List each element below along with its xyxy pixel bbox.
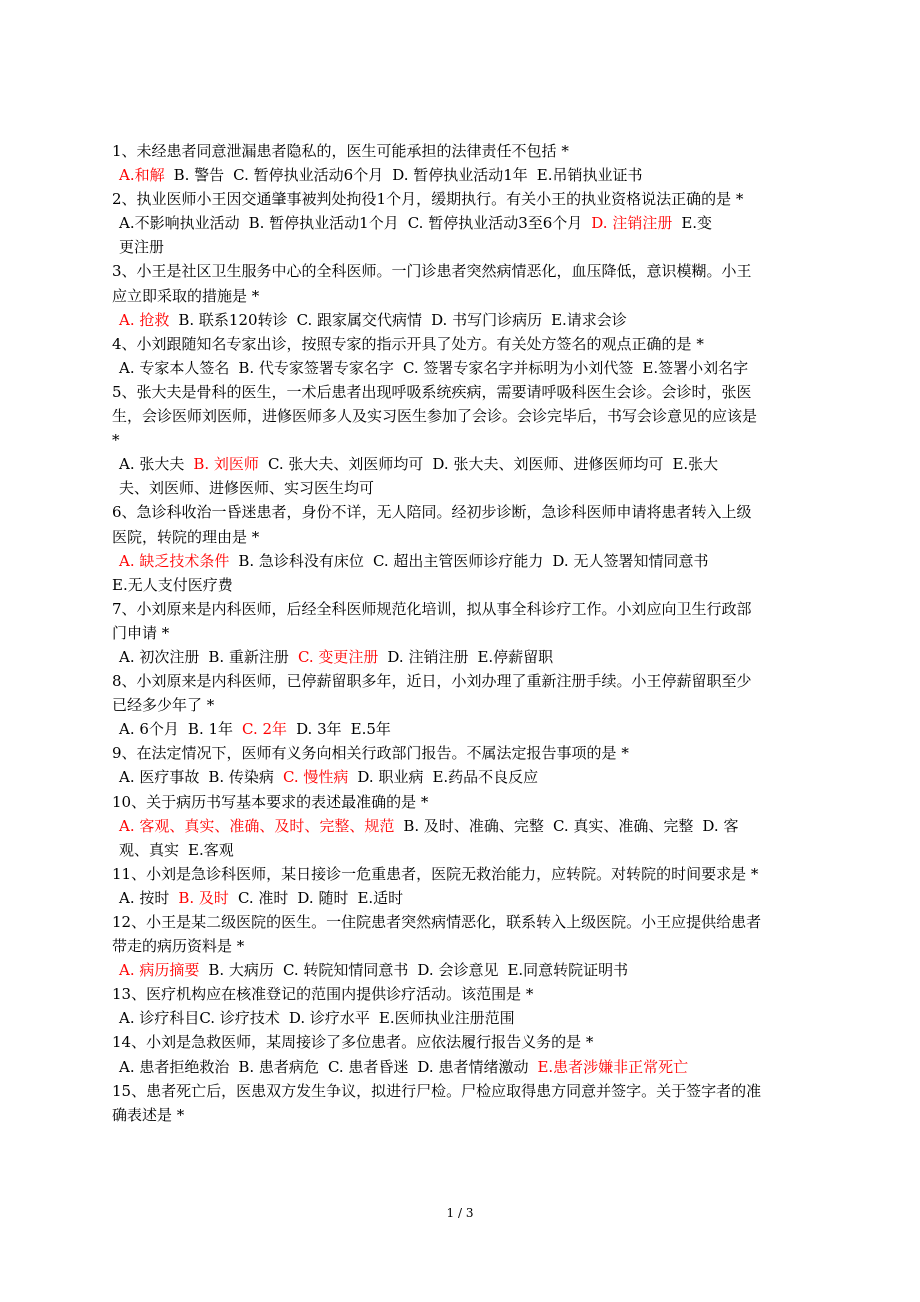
- answer-option: C. 真实、准确、完整: [552, 816, 694, 835]
- correct-answer-option: C. 2年: [242, 720, 288, 739]
- answer-option: D. 书写门诊病历: [431, 310, 543, 329]
- question-text-line: 10、关于病历书写基本要求的表述最准确的是 *: [112, 792, 429, 811]
- correct-answer-option: C. 变更注册: [297, 647, 379, 666]
- answer-option: C. 超出主管医师诊疗能力: [372, 551, 544, 570]
- answer-option: C. 暂停执业活动6个月: [233, 166, 384, 185]
- answer-option: B. 暂停执业活动1个月: [248, 214, 399, 233]
- answer-options: [112, 645, 812, 669]
- correct-answer-option: A. 病历摘要: [119, 961, 200, 980]
- question-list: [112, 139, 812, 1127]
- answer-option: D. 无人签署知情同意书: [552, 551, 709, 570]
- answer-option: E.客观: [188, 840, 234, 859]
- answer-option: C. 转院知情同意书: [282, 961, 409, 980]
- answer-option: E.吊销执业证书: [536, 166, 643, 185]
- answer-options: [112, 452, 812, 476]
- answer-option: E.同意转院证明书: [507, 961, 629, 980]
- correct-answer-option: B. 及时: [178, 888, 229, 907]
- answer-option: 夫、刘医师、进修医师、实习医生均可: [119, 479, 375, 498]
- answer-options: [112, 814, 812, 838]
- answer-option: D. 暂停执业活动1年: [392, 166, 528, 185]
- question-3: [112, 259, 812, 331]
- answer-option: C. 准时: [237, 888, 289, 907]
- question-text-line: 12、小王是某二级医院的医生。一住院患者突然病情恶化，联系转入上级医院。小王应提供给患者: [112, 913, 762, 931]
- question-text-line: 7、小刘原来是内科医师，后经全科医师规范化培训，拟从事全科诊疗工作。小刘应向卫生行政部: [112, 599, 752, 618]
- answer-option: D. 注销注册: [387, 647, 469, 666]
- answer-options-continued: [112, 838, 812, 862]
- answer-option: A. 患者拒绝救治: [119, 1057, 230, 1076]
- answer-option: A.不影响执业活动: [119, 214, 240, 233]
- answer-option: B. 重新注册: [208, 647, 289, 666]
- answer-option: B. 1年: [187, 720, 234, 739]
- question-text-line: 2、执业医师小王因交通肇事被判处拘役1个月，缓期执行。有关小王的执业资格说法正确的是 *: [112, 190, 744, 209]
- answer-option: 观、真实: [119, 840, 180, 859]
- question-14: [112, 1030, 812, 1078]
- page-number: 1 / 3: [446, 1206, 474, 1220]
- answer-options: [112, 211, 812, 235]
- question-text-line: 14、小刘是急救医师，某周接诊了多位患者。应依法履行报告义务的是 *: [112, 1033, 594, 1052]
- question-text-line: 确表述是 *: [112, 1105, 185, 1124]
- question-text-line: 已经多少年了 *: [112, 696, 215, 715]
- answer-option: 更注册: [119, 238, 165, 257]
- answer-option: B. 大病历: [208, 961, 274, 980]
- answer-option: D. 会诊意见: [417, 961, 499, 980]
- answer-options: [112, 765, 812, 789]
- question-13: [112, 982, 812, 1030]
- question-text-line: 3、小王是社区卫生服务中心的全科医师。一门诊患者突然病情恶化，血压降低，意识模糊。小王: [112, 262, 752, 281]
- question-text-line: 门申请 *: [112, 623, 170, 642]
- answer-option: E.变: [681, 214, 713, 233]
- question-text-line: 应立即采取的措施是 *: [112, 286, 260, 305]
- question-4: [112, 332, 812, 380]
- answer-option: C. 暂停执业活动3至6个月: [407, 214, 583, 233]
- answer-option: B. 代专家签署专家名字: [238, 358, 394, 377]
- answer-option: B. 急诊科没有床位: [238, 551, 364, 570]
- answer-options: [112, 1055, 812, 1079]
- question-8: [112, 669, 812, 741]
- answer-option: A. 医疗事故: [119, 768, 200, 787]
- answer-option: A. 张大夫: [119, 455, 185, 474]
- answer-options-continued: [112, 573, 812, 597]
- answer-option: D. 患者情绪激动: [417, 1057, 529, 1076]
- answer-option: D. 随时: [297, 888, 349, 907]
- answer-options-continued: [112, 476, 812, 500]
- question-text-line: 带走的病历资料是 *: [112, 937, 245, 956]
- answer-option: C. 签署专家名字并标明为小刘代签: [402, 358, 634, 377]
- answer-option: A. 初次注册: [119, 647, 200, 666]
- answer-option: B. 患者病危: [238, 1057, 319, 1076]
- answer-option: D. 客: [702, 816, 739, 835]
- question-text-line: 6、急诊科收治一昏迷患者，身份不详，无人陪同。经初步诊断，急诊科医师申请将患者转入上级: [112, 503, 752, 522]
- correct-answer-option: A. 抢救: [119, 310, 170, 329]
- correct-answer-option: E.患者涉嫌非正常死亡: [537, 1057, 689, 1076]
- answer-options-continued: [112, 235, 812, 259]
- answer-options: [112, 356, 812, 380]
- answer-option: A. 诊疗科目C. 诊疗技术: [119, 1009, 280, 1028]
- answer-option: E.张大: [672, 455, 719, 474]
- question-11: [112, 862, 812, 910]
- question-text-line: 5、张大夫是骨科的医生，一术后患者出现呼吸系统疾病，需要请呼吸科医生会诊。会诊时，张医: [112, 382, 752, 401]
- question-text-line: 医院，转院的理由是 *: [112, 527, 260, 546]
- question-text-line: *: [112, 431, 120, 450]
- question-5: [112, 380, 812, 500]
- answer-options: [112, 886, 812, 910]
- answer-options: [112, 163, 812, 187]
- answer-option: E.无人支付医疗费: [112, 575, 233, 594]
- correct-answer-option: C. 慢性病: [282, 768, 349, 787]
- answer-option: E.药品不良反应: [432, 768, 539, 787]
- question-text-line: 11、小刘是急诊科医师，某日接诊一危重患者，医院无救治能力，应转院。对转院的时间要求是 *: [112, 864, 759, 883]
- question-7: [112, 597, 812, 669]
- answer-option: E.适时: [357, 888, 404, 907]
- answer-option: D. 职业病: [357, 768, 424, 787]
- question-text-line: 1、未经患者同意泄漏患者隐私的，医生可能承担的法律责任不包括 *: [112, 142, 569, 160]
- question-text-line: 生，会诊医师刘医师，进修医师多人及实习医生参加了会诊。会诊完毕后，书写会诊意见的应该是: [112, 407, 758, 426]
- answer-options: [112, 308, 812, 332]
- question-text-line: 15、患者死亡后，医患双方发生争议，拟进行尸检。尸检应取得患方同意并签字。关于签字者的准: [112, 1081, 762, 1100]
- answer-option: D. 诊疗水平: [288, 1009, 370, 1028]
- correct-answer-option: A. 缺乏技术条件: [119, 551, 230, 570]
- answer-option: D. 3年: [296, 720, 342, 739]
- answer-option: E.请求会诊: [551, 310, 627, 329]
- answer-option: E.停薪留职: [477, 647, 554, 666]
- correct-answer-option: D. 注销注册: [591, 214, 673, 233]
- answer-option: B. 警告: [173, 166, 225, 185]
- answer-option: C. 患者昏迷: [327, 1057, 409, 1076]
- answer-option: C. 张大夫、刘医师均可: [267, 455, 424, 474]
- question-text-line: 8、小刘原来是内科医师，已停薪留职多年，近日，小刘办理了重新注册手续。小王停薪留职至少: [112, 672, 752, 691]
- correct-answer-option: A. 客观、真实、准确、及时、完整、规范: [119, 816, 395, 835]
- question-2: [112, 187, 812, 259]
- answer-options: [112, 958, 812, 982]
- answer-option: A. 6个月: [119, 720, 179, 739]
- answer-option: B. 联系120转诊: [178, 310, 288, 329]
- answer-option: A. 按时: [119, 888, 170, 907]
- question-15: [112, 1079, 812, 1127]
- question-1: [112, 139, 812, 187]
- question-12: [112, 910, 812, 982]
- answer-options: [112, 549, 812, 573]
- correct-answer-option: B. 刘医师: [193, 455, 259, 474]
- answer-option: C. 跟家属交代病情: [296, 310, 423, 329]
- answer-option: B. 及时、准确、完整: [403, 816, 544, 835]
- answer-option: E.签署小刘名字: [642, 358, 749, 377]
- question-text-line: 9、在法定情况下，医师有义务向相关行政部门报告。不属法定报告事项的是 *: [112, 744, 629, 763]
- answer-option: E.医师执业注册范围: [378, 1009, 515, 1028]
- question-text-line: 13、医疗机构应在核准登记的范围内提供诊疗活动。该范围是 *: [112, 985, 534, 1004]
- answer-option: A. 专家本人签名: [119, 358, 230, 377]
- answer-option: B. 传染病: [208, 768, 274, 787]
- answer-options: [112, 1006, 812, 1030]
- correct-answer-option: A.和解: [119, 166, 165, 185]
- question-9: [112, 741, 812, 789]
- question-text-line: 4、小刘跟随知名专家出诊，按照专家的指示开具了处方。有关处方签名的观点正确的是 *: [112, 334, 704, 353]
- answer-option: E.5年: [350, 720, 391, 739]
- question-6: [112, 500, 812, 596]
- answer-options: [112, 717, 812, 741]
- answer-option: D. 张大夫、刘医师、进修医师均可: [432, 455, 664, 474]
- question-10: [112, 790, 812, 862]
